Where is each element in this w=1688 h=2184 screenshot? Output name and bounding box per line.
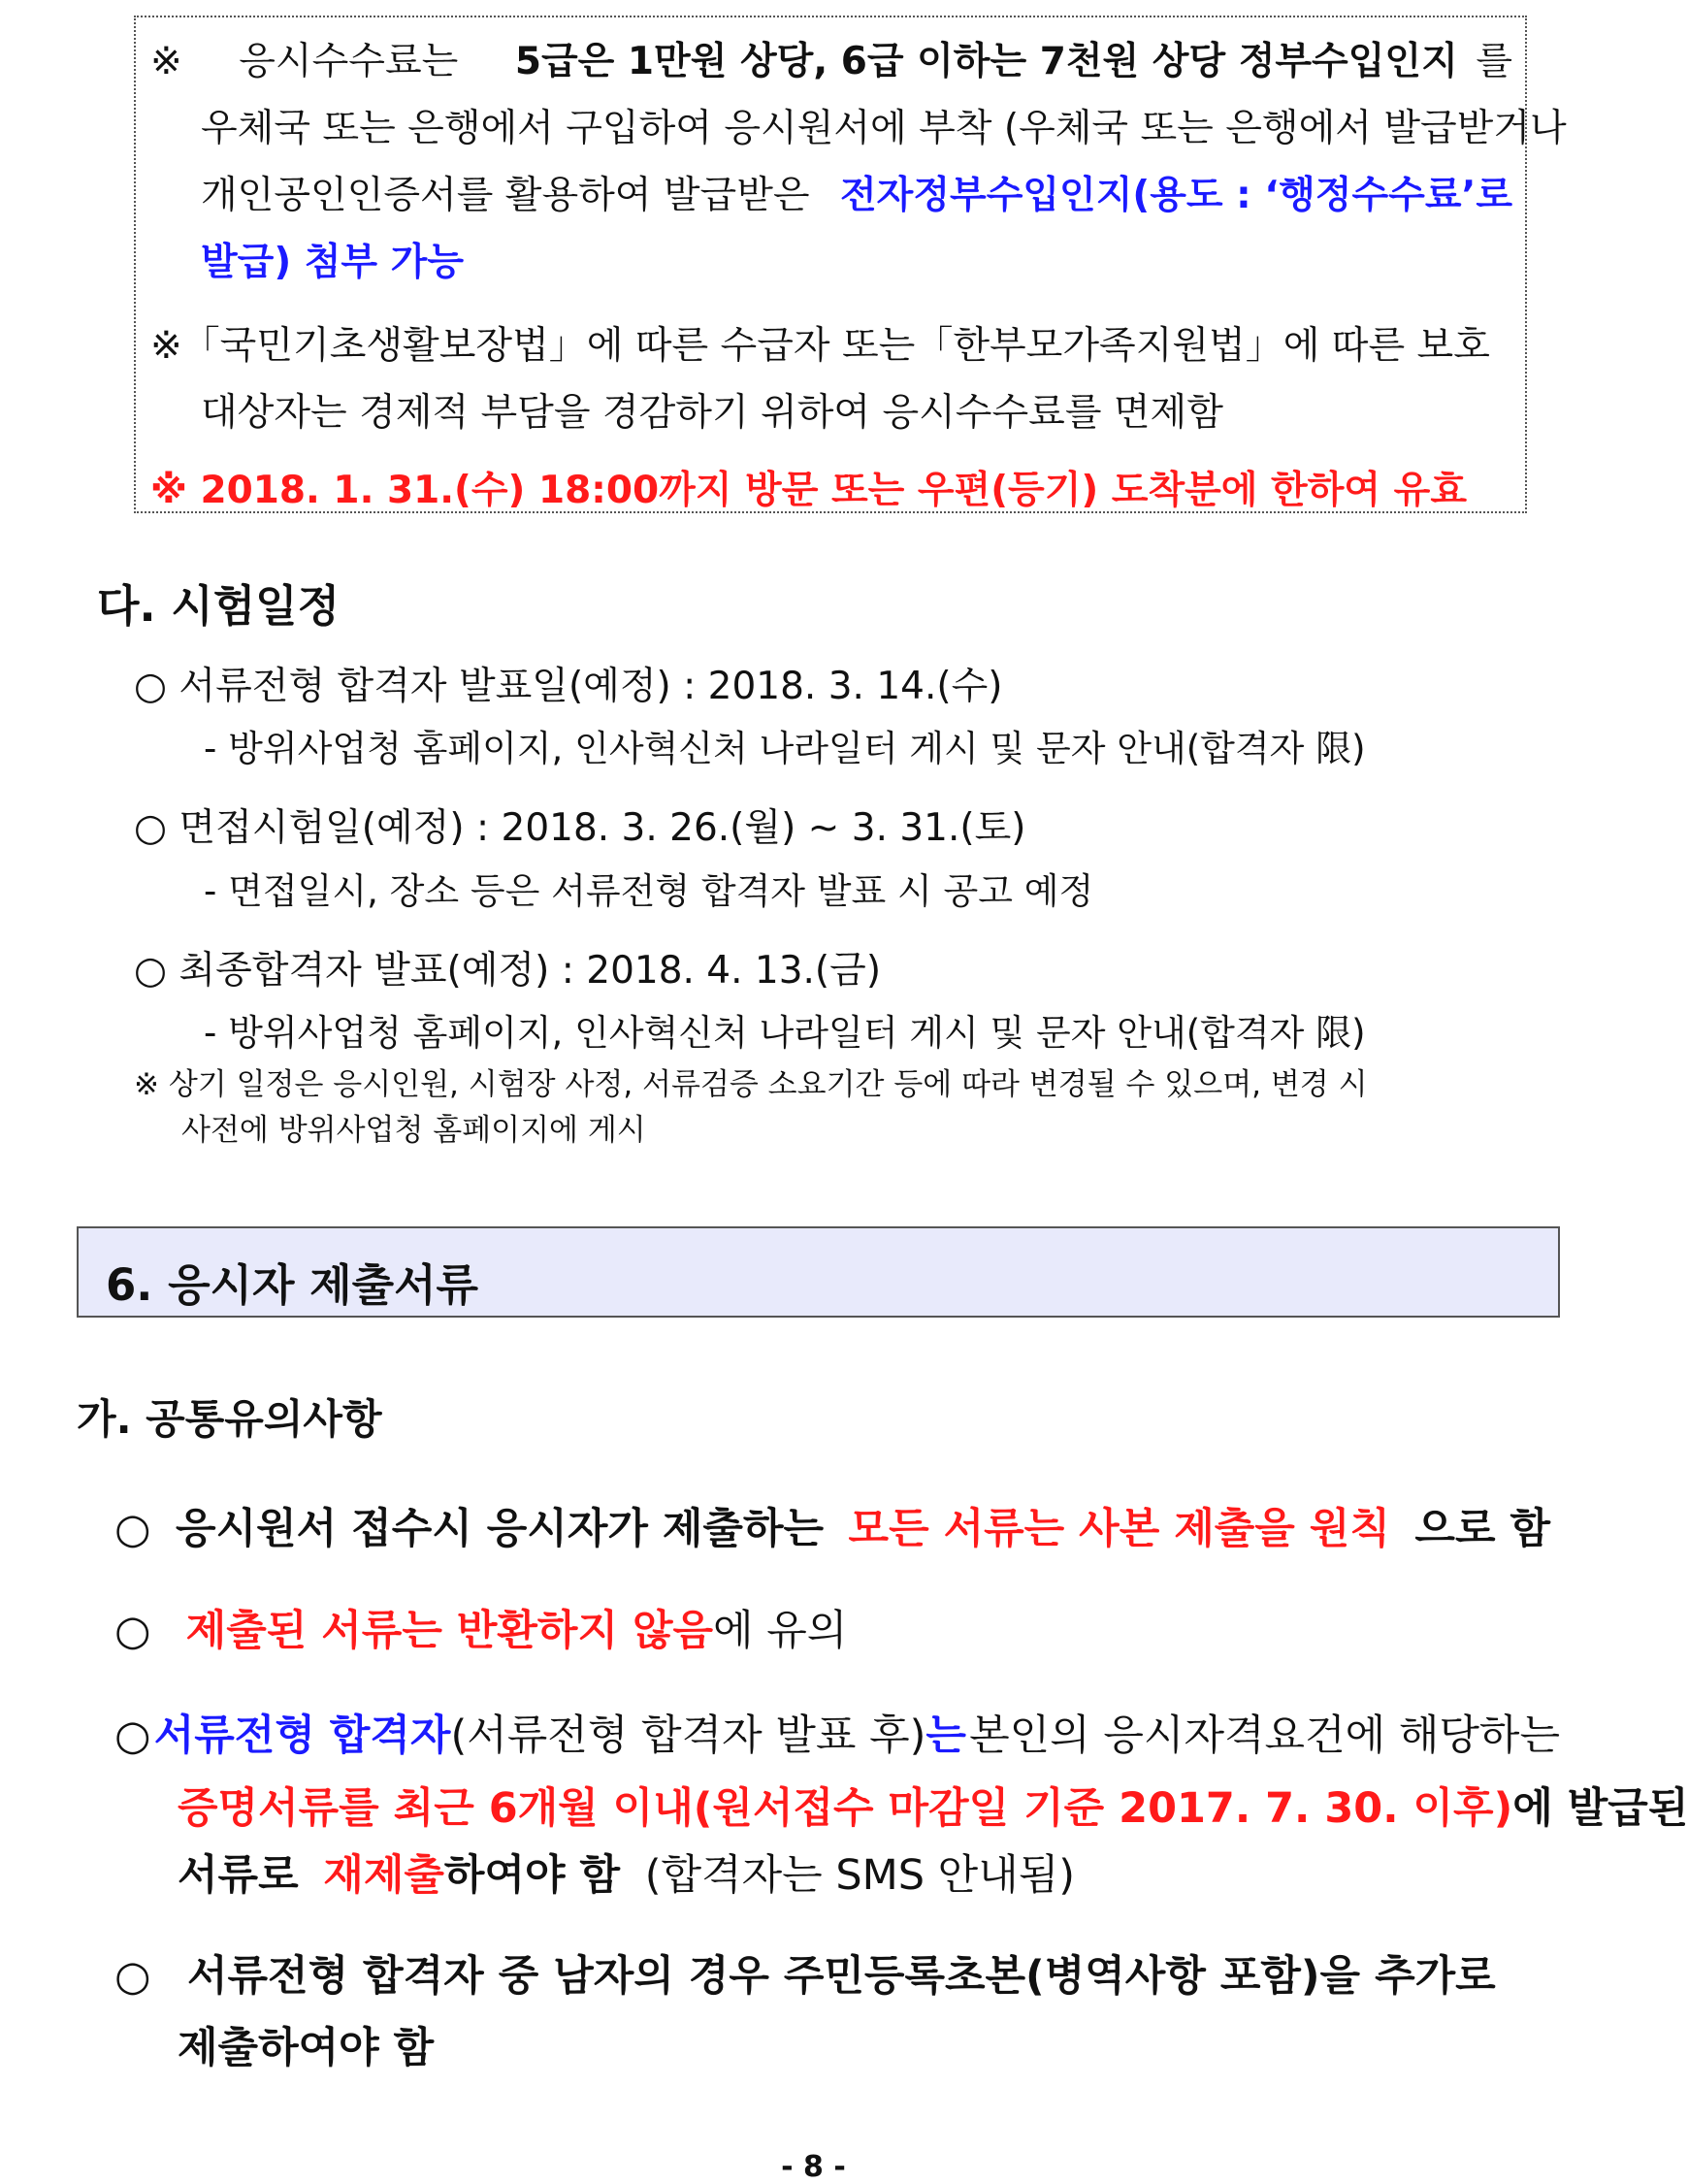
common-item-male-line1 [114,1952,1560,2001]
notice-exempt-line2: 대상자는 경제적 부담을 경감하기 위하여 응시수수료를 면제함 [201,391,1223,435]
bullet-circle: ○ [114,1952,151,2001]
section-6-title: 6. 응시자 제출서류 [106,1259,479,1311]
schedule-item-interview-note: - 면접일시, 장소 등은 서류전형 합격자 발표 시 공고 예정 [204,870,1094,912]
bullet-circle: ○ [114,1505,151,1553]
common-item-no-return [114,1607,848,1655]
common-item-resubmit-must: 하여야 함 [443,1851,621,1900]
common-item-male-text: 서류전형 합격자 중 남자의 경우 주민등록초본(병역사항 포함)을 추가로 [186,1952,1496,2001]
notice-e-stamp: 전자정부수입인지(용도 : ‘행정수수료’로 [840,174,1512,217]
common-heading: 가. 공통유의사항 [77,1395,382,1443]
common-item-resubmit-doc: 서류로 [178,1851,299,1900]
bullet-circle: ○ [114,1607,151,1655]
common-item-resubmit-issued: 에 발급된 [1512,1784,1688,1833]
notice-fee-line1 [150,40,1512,83]
common-item-copies-highlight: 모든 서류는 사본 제출을 원칙 [848,1505,1390,1553]
schedule-heading: 다. 시험일정 [97,580,341,632]
notice-fee-amounts: 5급은 1만원 상당, 6급 이하는 7천원 상당 정부수입인지 [514,40,1458,83]
section-6-bar [77,1226,1560,1318]
common-item-copies-text-a: 응시원서 접수시 응시자가 제출하는 [176,1505,825,1553]
common-item-resubmit-text: 본인의 응시자격요건에 해당하는 [969,1711,1560,1760]
common-item-copies-text-c: 으로 함 [1414,1505,1550,1553]
common-item-resubmit-period: 증명서류를 최근 6개월 이내(원서접수 마감일 기준 2017. 7. 30. 이후) [178,1784,1513,1833]
common-item-copies [114,1505,1550,1553]
notice-mark: ※ [150,40,182,83]
page-number: - 8 - [781,2150,846,2184]
common-item-resubmit-when: (서류전형 합격자 발표 후) [450,1711,926,1760]
notice-fee-line2-text: 우체국 또는 은행에서 구입하여 응시원서에 부착 (우체국 또는 은행에서 발급받거나 [201,107,1567,150]
schedule-note-line2: 사전에 방위사업청 홈페이지에 게시 [181,1113,646,1148]
notice-fee-line4: 발급) 첨부 가능 [201,241,465,284]
schedule-item-final-result: ○ 최종합격자 발표(예정) : 2018. 4. 13.(금) [134,949,882,993]
common-item-resubmit-again: 재제출 [323,1851,444,1900]
notice-fee-text-a: 응시수수료는 [239,40,459,83]
common-item-male-line2: 제출하여야 함 [178,2024,435,2072]
notice-fee-line3 [201,174,1512,217]
notice-fee-line2 [201,107,1567,150]
schedule-item-document-result: ○ 서류전형 합격자 발표일(예정) : 2018. 3. 14.(수) [134,665,1003,708]
common-item-no-return-text: 에 유의 [713,1607,848,1655]
notice-fee-line3-text: 개인공인인증서를 활용하여 발급받은 [201,174,810,217]
schedule-item-final-result-note: - 방위사업청 홈페이지, 인사혁신처 나라일터 게시 및 문자 안내(합격자 限) [204,1012,1366,1054]
common-item-resubmit-line1 [114,1711,1560,1760]
schedule-item-interview: ○ 면접시험일(예정) : 2018. 3. 26.(월) ~ 3. 31.(토) [134,806,1026,850]
common-item-resubmit-particle: 는 [925,1711,966,1760]
common-item-resubmit-line3 [178,1851,1076,1900]
notice-exempt-line1-text: ※「국민기초생활보장법」에 따른 수급자 또는「한부모가족지원법」에 따른 보호 [150,324,1490,368]
schedule-note-line1: ※ 상기 일정은 응시인원, 시험장 사정, 서류검증 소요기간 등에 따라 변경될 수 있으며, 변경 시 [134,1067,1368,1102]
common-item-no-return-highlight: 제출된 서류는 반환하지 않음 [185,1607,714,1655]
common-item-resubmit-who: 서류전형 합격자 [153,1711,451,1760]
bullet-circle: ○ [114,1711,151,1760]
common-item-resubmit-line2 [178,1784,1688,1833]
notice-deadline: ※ 2018. 1. 31.(수) 18:00까지 방문 또는 우편(등기) 도착분에 한하여 유효 [150,469,1468,512]
schedule-item-document-result-note: - 방위사업청 홈페이지, 인사혁신처 나라일터 게시 및 문자 안내(합격자 限) [204,728,1366,769]
notice-exempt-line1 [150,324,1512,368]
common-item-resubmit-sms: (합격자는 SMS 안내됨) [644,1851,1076,1900]
notice-fee-text-c: 를 [1476,40,1512,83]
